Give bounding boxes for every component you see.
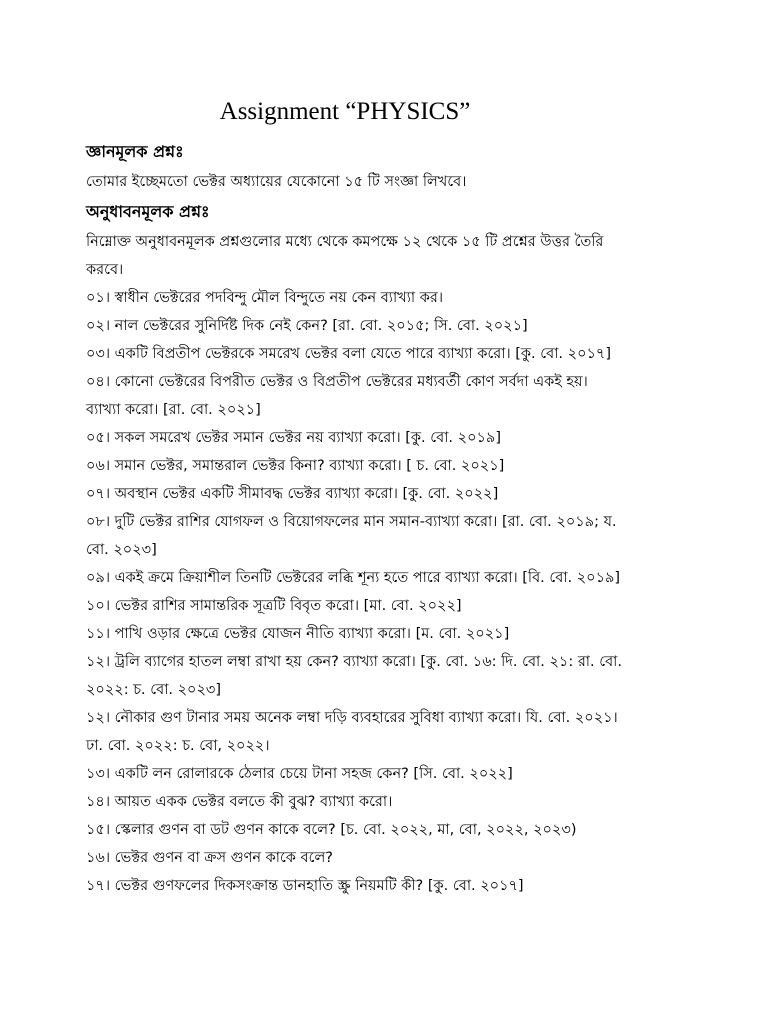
document-title: Assignment “PHYSICS” xyxy=(219,98,471,125)
question-line: ০৯। একই ক্রমে ক্রিয়াশীল তিনটি ভেক্টরের লব্ধি শূন্য হতে পারে ব্যাখ্যা করো। [বি. বো. ২০১৯] xyxy=(86,570,621,586)
question-line: ১৩। একটি লন রোলারকে ঠেলার চেয়ে টানা সহজ কেন? [সি. বো. ২০২২] xyxy=(86,766,513,782)
question-line: ঢা. বো. ২০২২: চ. বো, ২০২২। xyxy=(86,738,270,754)
question-line: ০৬। সমান ভেক্টর, সমান্তরাল ভেক্টর কিনা? ব্যাখ্যা করো। [ চ. বো. ২০২১] xyxy=(86,458,505,474)
question-line: ব্যাখ্যা করো। [রা. বো. ২০২১] xyxy=(86,402,261,418)
question-line: ০৫। সকল সমরেখ ভেক্টর সমান ভেক্টর নয় ব্যাখ্যা করো। [কু. বো. ২০১৯] xyxy=(86,430,501,446)
question-line: ১১। পাখি ওড়ার ক্ষেত্রে ভেক্টর যোজন নীতি ব্যাখ্যা করো। [ম. বো. ২০২১] xyxy=(86,626,510,642)
question-line: ১৪। আয়ত একক ভেক্টর বলতে কী বুঝ? ব্যাখ্যা করো। xyxy=(86,794,393,810)
intro-line: নিম্নোক্ত অনুধাবনমূলক প্রশ্নগুলোর মধ্যে থেকে কমপক্ষে ১২ থেকে ১৫ টি প্রশ্নের উত্তর তৈরি xyxy=(86,234,604,250)
question-line: ০৮। দুটি ভেক্টর রাশির যোগফল ও বিয়োগফলের মান সমান-ব্যাখ্যা করো। [রা. বো. ২০১৯; য. xyxy=(86,514,617,530)
question-line: ১৬। ভেক্টর গুণন বা ক্রস গুণন কাকে বলে? xyxy=(86,850,333,866)
intro-line: করবে। xyxy=(86,262,124,278)
section-heading-knowledge: জ্ঞানমূলক প্রশ্নঃ xyxy=(86,142,184,161)
question-line: ০২। নাল ভেক্টরের সুনির্দিষ্ট দিক নেই কেন? [রা. বো. ২০১৫; সি. বো. ২০২১] xyxy=(86,318,528,334)
question-line: ০১। স্বাধীন ভেক্টরের পদবিন্দু মৌল বিন্দুতে নয় কেন ব্যাখ্যা কর। xyxy=(86,290,444,306)
question-line: ২০২২: চ. বো. ২০২৩] xyxy=(86,682,221,698)
question-line: ১৫। স্কেলার গুণন বা ডট গুণন কাকে বলে? [চ. বো. ২০২২, মা, বো, ২০২২, ২০২৩) xyxy=(86,822,577,838)
document-body xyxy=(86,138,686,900)
question-line: বো. ২০২৩] xyxy=(86,542,157,558)
section-text-knowledge: তোমার ইচ্ছেমতো ভেক্টর অধ্যায়ের যেকোনো ১৫ টি সংজ্ঞা লিখবে। xyxy=(86,174,467,190)
question-line: ০৩। একটি বিপ্রতীপ ভেক্টরকে সমরেখ ভেক্টর বলা যেতে পারে ব্যাখ্যা করো। [কু. বো. ২০১৭] xyxy=(86,346,611,362)
question-line: ০৭। অবস্থান ভেক্টর একটি সীমাবদ্ধ ভেক্টর ব্যাখ্যা করো। [কু. বো. ২০২২] xyxy=(86,486,499,502)
question-line: ০৪। কোনো ভেক্টরের বিপরীত ভেক্টর ও বিপ্রতীপ ভেক্টরের মধ্যবর্তী কোণ সর্বদা একই হয়। xyxy=(86,374,588,390)
question-line: ১২। নৌকার গুণ টানার সময় অনেক লম্বা দড়ি ব্যবহারের সুবিধা ব্যাখ্যা করো। যি. বো. ২০২১। xyxy=(86,710,618,726)
question-line: ১০। ভেক্টর রাশির সামান্তরিক সূত্রটি বিবৃত করো। [মা. বো. ২০২২] xyxy=(86,598,462,614)
question-line: ১৭। ভেক্টর গুণফলের দিকসংক্রান্ত ডানহাতি স্ক্রু নিয়মটি কী? [কু. বো. ২০১৭] xyxy=(86,878,524,894)
question-line: ১২। ট্রলি ব্যাগের হাতল লম্বা রাখা হয় কেন? ব্যাখ্যা করো। [কু. বো. ১৬: দি. বো. ২১: রা. বো. xyxy=(86,654,622,670)
section-heading-comprehension: অনুধাবনমূলক প্রশ্নঃ xyxy=(86,202,210,221)
